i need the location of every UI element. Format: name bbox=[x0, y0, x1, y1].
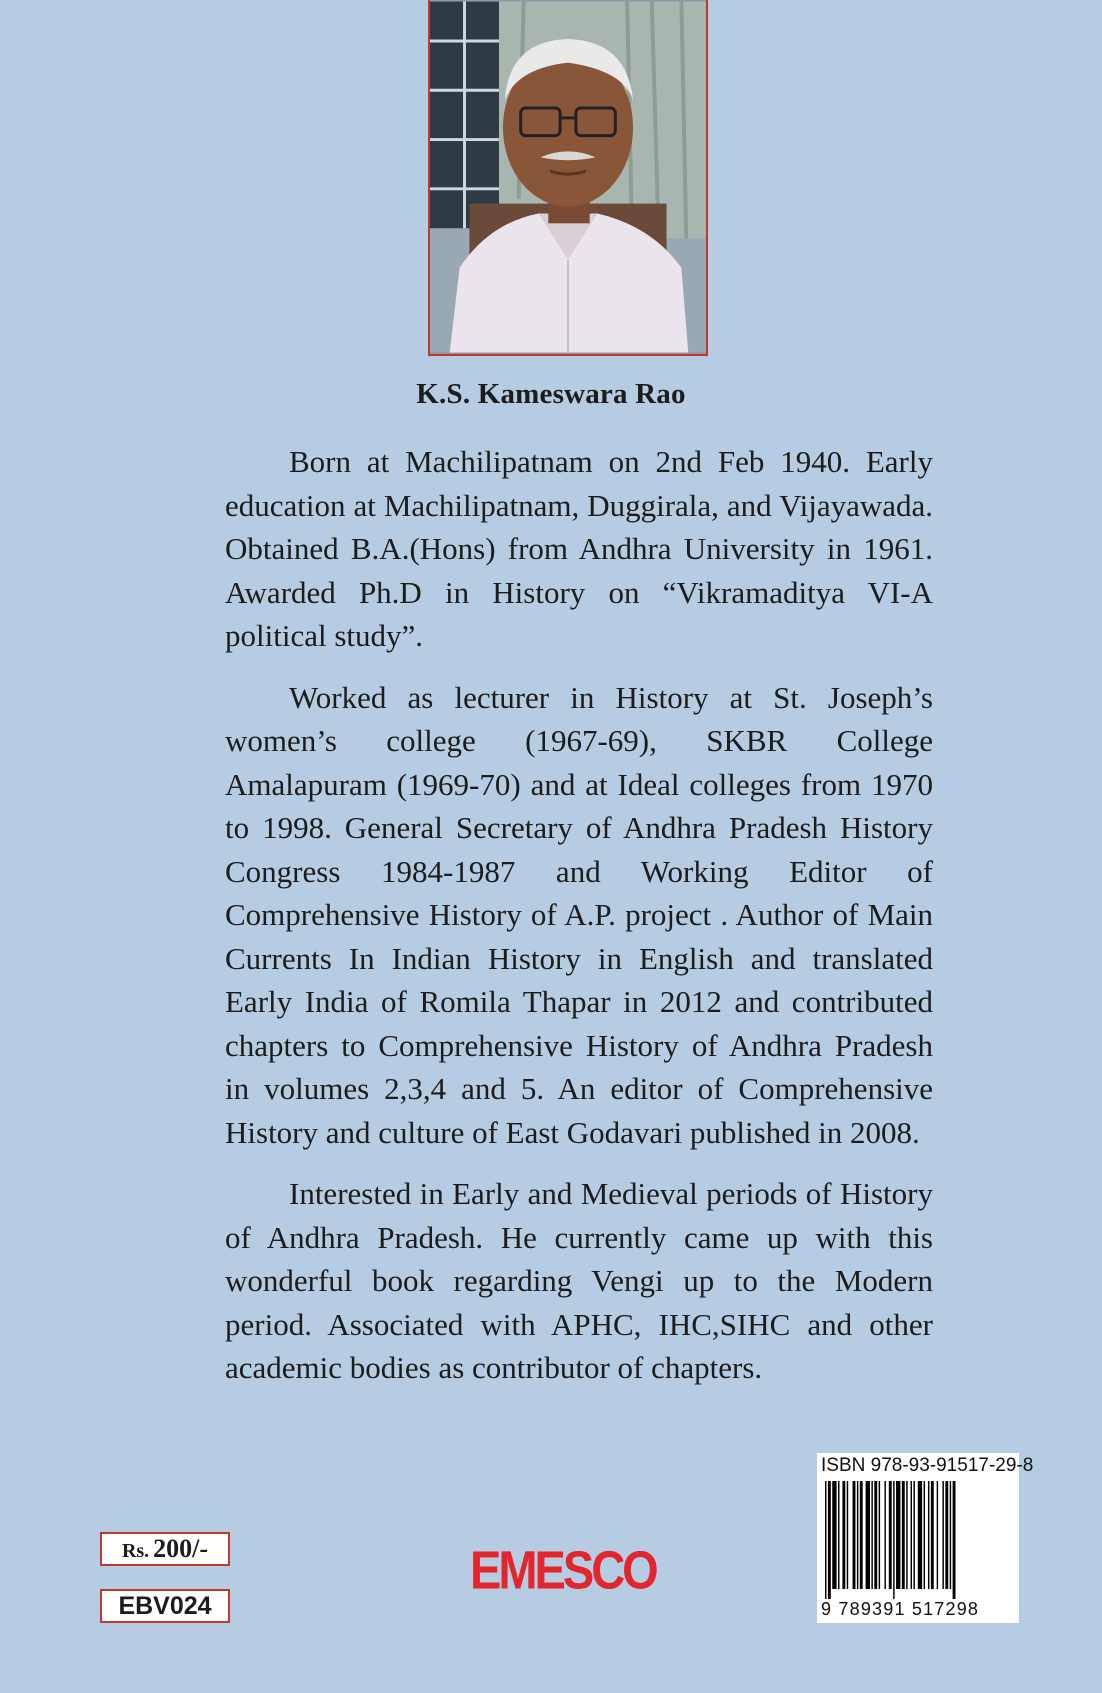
bio-paragraph-2: Worked as lecturer in History at St. Joseph’s women’s college (1967-69), SKBR College Amalapuram (1969-70) and at Ideal colleges from 1970 to 1998. General Secretary of Andhra Pradesh History Congress 1984-1987 and Working Editor of Comprehensive History of A.P. project . Author of Main Currents In Indian History in English and translated Early India of Romila Thapar in 2012 and contributed chapters to Comprehensive History of Andhra Pradesh in volumes 2,3,4 and 5. An editor of Comprehensive History and culture of East Godavari published in 2008. bbox=[225, 679, 933, 1150]
barcode-bar bbox=[942, 1481, 943, 1589]
price-currency: Rs. bbox=[121, 1540, 150, 1562]
barcode-bar bbox=[857, 1481, 858, 1589]
barcode-bar bbox=[928, 1481, 929, 1589]
barcode-bar bbox=[832, 1481, 836, 1589]
barcode-bar bbox=[838, 1481, 839, 1589]
barcode-bar bbox=[953, 1481, 956, 1599]
author-photo bbox=[428, 0, 708, 356]
barcode-bar bbox=[924, 1481, 925, 1589]
barcode-bar bbox=[950, 1481, 951, 1589]
author-portrait-icon bbox=[430, 0, 706, 354]
price-amount: 200/- bbox=[153, 1534, 209, 1563]
barcode-bar bbox=[937, 1481, 938, 1589]
bio-paragraph-3: Interested in Early and Medieval periods of History of Andhra Pradesh. He currently came up with this wonderful book regarding Vengi up to the Modern period. Associated with APHC, IHC,SIHC and other academic bodies as contributor of chapters. bbox=[225, 1176, 933, 1385]
barcode-bar bbox=[871, 1481, 872, 1589]
barcode-bar bbox=[860, 1481, 863, 1589]
author-bio bbox=[225, 440, 933, 1408]
barcode-bar bbox=[918, 1481, 922, 1589]
barcode-bar bbox=[896, 1481, 900, 1589]
bio-paragraph-1: Born at Machilipatnam on 2nd Feb 1940. Early education at Machilipatnam, Duggirala, and Vijayawada. Obtained B.A.(Hons) from Andhra University in 1961. Awarded Ph.D in History on “Vikramaditya VI-A political study”. bbox=[225, 444, 933, 653]
barcode-icon bbox=[823, 1481, 1013, 1599]
barcode-bar bbox=[884, 1481, 885, 1589]
barcode-bar bbox=[931, 1481, 934, 1589]
isbn-label: ISBN 978-93-91517-29-8 bbox=[821, 1455, 1034, 1476]
barcode-bar bbox=[945, 1481, 948, 1589]
barcode-bar bbox=[893, 1481, 894, 1599]
publisher-logo: EMESCO bbox=[470, 1539, 656, 1601]
barcode-bar bbox=[879, 1481, 880, 1589]
barcode-bar bbox=[874, 1481, 877, 1589]
author-name: K.S. Kameswara Rao bbox=[416, 378, 686, 410]
barcode-bar bbox=[906, 1481, 907, 1589]
price-label bbox=[100, 1532, 230, 1566]
barcode-digits: 9 789391 517298 bbox=[821, 1599, 980, 1619]
barcode-bar bbox=[853, 1481, 856, 1589]
barcode-bar bbox=[866, 1481, 870, 1589]
barcode-bar bbox=[842, 1481, 845, 1589]
book-code: EBV024 bbox=[100, 1589, 230, 1623]
barcode-bar bbox=[911, 1481, 912, 1589]
barcode-bar bbox=[913, 1481, 914, 1589]
barcode-bar bbox=[828, 1481, 831, 1599]
barcode-bar bbox=[902, 1481, 905, 1589]
barcode-bar bbox=[825, 1481, 826, 1599]
isbn-barcode bbox=[817, 1453, 1034, 1623]
barcode-bar bbox=[847, 1481, 848, 1589]
barcode-bar bbox=[889, 1481, 892, 1589]
